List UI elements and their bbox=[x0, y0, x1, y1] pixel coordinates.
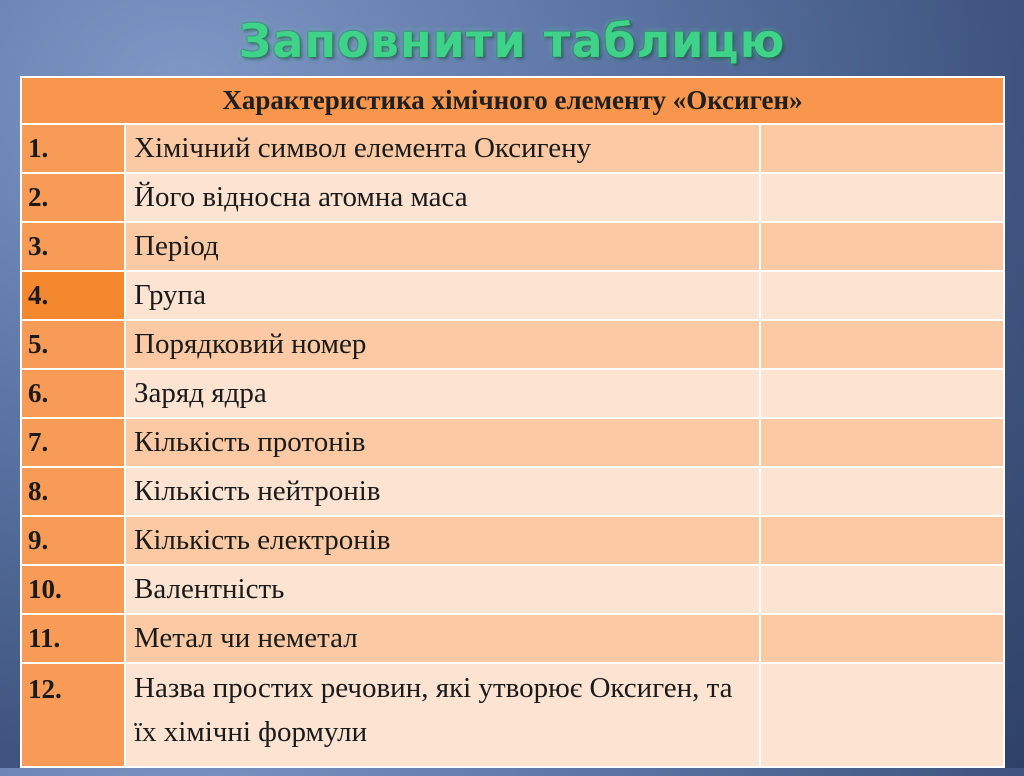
table-row bbox=[21, 271, 1004, 320]
table-row bbox=[21, 320, 1004, 369]
answer-cell[interactable] bbox=[760, 565, 1004, 614]
row-label: Кількість протонів bbox=[125, 418, 760, 467]
row-number: 1. bbox=[21, 124, 125, 173]
row-number: 5. bbox=[21, 320, 125, 369]
answer-cell[interactable] bbox=[760, 663, 1004, 767]
answer-cell[interactable] bbox=[760, 222, 1004, 271]
answer-cell[interactable] bbox=[760, 467, 1004, 516]
table-row bbox=[21, 124, 1004, 173]
table-row bbox=[21, 663, 1004, 767]
table-row bbox=[21, 467, 1004, 516]
row-label: Порядковий номер bbox=[125, 320, 760, 369]
row-number: 9. bbox=[21, 516, 125, 565]
answer-cell[interactable] bbox=[760, 614, 1004, 663]
oxygen-characteristics-table bbox=[20, 76, 1005, 768]
table-row bbox=[21, 614, 1004, 663]
row-number: 2. bbox=[21, 173, 125, 222]
row-label: Період bbox=[125, 222, 760, 271]
row-number: 6. bbox=[21, 369, 125, 418]
row-label: Метал чи неметал bbox=[125, 614, 760, 663]
row-label: Група bbox=[125, 271, 760, 320]
row-number: 11. bbox=[21, 614, 125, 663]
answer-cell[interactable] bbox=[760, 418, 1004, 467]
row-number: 7. bbox=[21, 418, 125, 467]
row-label: Заряд ядра bbox=[125, 369, 760, 418]
row-number: 8. bbox=[21, 467, 125, 516]
answer-cell[interactable] bbox=[760, 124, 1004, 173]
row-label: Кількість електронів bbox=[125, 516, 760, 565]
answer-cell[interactable] bbox=[760, 369, 1004, 418]
table-row bbox=[21, 222, 1004, 271]
table-row bbox=[21, 516, 1004, 565]
row-number: 3. bbox=[21, 222, 125, 271]
table-header-row bbox=[21, 77, 1004, 124]
slide-title: Заповнити таблицю bbox=[238, 14, 786, 68]
row-label: Кількість нейтронів bbox=[125, 467, 760, 516]
row-label: Валентність bbox=[125, 565, 760, 614]
row-number: 10. bbox=[21, 565, 125, 614]
row-number: 4. bbox=[21, 271, 125, 320]
answer-cell[interactable] bbox=[760, 516, 1004, 565]
table-row bbox=[21, 418, 1004, 467]
table-row bbox=[21, 565, 1004, 614]
table-container bbox=[20, 76, 1005, 776]
table-row bbox=[21, 369, 1004, 418]
row-label: Назва простих речовин, які утворює Оксиген, та їх хімічні формули bbox=[125, 663, 760, 767]
table-row bbox=[21, 173, 1004, 222]
row-label: Хімічний символ елемента Оксигену bbox=[125, 124, 760, 173]
answer-cell[interactable] bbox=[760, 320, 1004, 369]
answer-cell[interactable] bbox=[760, 271, 1004, 320]
answer-cell[interactable] bbox=[760, 173, 1004, 222]
table-header: Характеристика хімічного елементу «Оксиген» bbox=[21, 77, 1004, 124]
row-label: Його відносна атомна маса bbox=[125, 173, 760, 222]
row-number: 12. bbox=[21, 663, 125, 767]
